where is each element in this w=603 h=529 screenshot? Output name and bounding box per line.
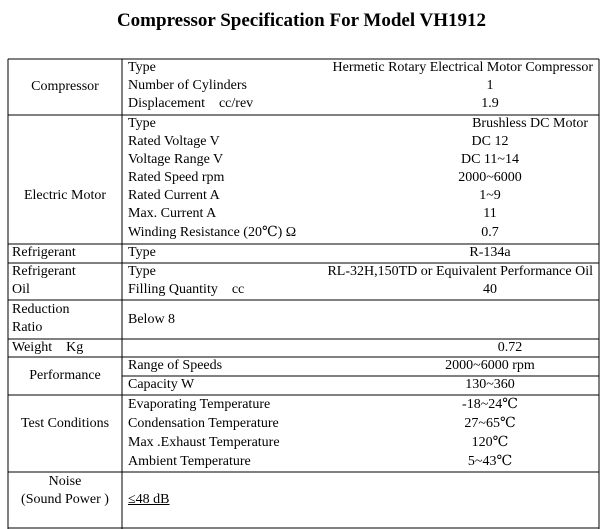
test-row-name: Evaporating Temperature xyxy=(128,397,271,412)
test-row-value: 120℃ xyxy=(471,435,509,450)
noise-label-line2: (Sound Power ) xyxy=(21,492,109,507)
noise-label-line1: Noise xyxy=(48,474,82,489)
motor-row-name: Rated Speed rpm xyxy=(128,170,225,185)
test-label: Test Conditions xyxy=(20,416,110,431)
reduction-value: Below 8 xyxy=(128,312,176,327)
oil-type-name: Type xyxy=(128,264,156,279)
compressor-label: Compressor xyxy=(31,79,99,94)
motor-row-name: Rated Current A xyxy=(128,188,220,203)
motor-row-value: 11 xyxy=(483,206,497,221)
motor-row-value: Brushless DC Motor xyxy=(472,116,588,131)
weight-value: 0.72 xyxy=(497,340,523,355)
motor-row-value: 2000~6000 xyxy=(458,170,522,185)
oil-label-line2: Oil xyxy=(12,282,30,297)
motor-label: Electric Motor xyxy=(23,188,107,203)
motor-row-value: DC 11~14 xyxy=(460,152,519,167)
test-row-name: Ambient Temperature xyxy=(128,454,251,469)
test-row-name: Condensation Temperature xyxy=(128,416,279,431)
oil-type-value: RL-32H,150TD or Equivalent Performance Oil xyxy=(327,264,593,279)
oil-label-line1: Refrigerant xyxy=(12,264,76,279)
performance-speed-value: 2000~6000 rpm xyxy=(445,358,535,373)
test-row-value: 27~65℃ xyxy=(464,416,516,431)
compressor-displacement-name: Displacement cc/rev xyxy=(128,96,254,111)
motor-row-value: DC 12 xyxy=(471,134,509,149)
page-title: Compressor Specification For Model VH1912 xyxy=(116,10,487,31)
compressor-type-name: Type xyxy=(128,60,156,75)
refrigerant-label: Refrigerant xyxy=(12,245,76,260)
noise-value: ≤48 dB xyxy=(128,492,170,507)
motor-row-name: Voltage Range V xyxy=(128,152,224,167)
refrigerant-type-value: R-134a xyxy=(469,245,511,260)
motor-row-value: 1~9 xyxy=(479,188,501,203)
performance-capacity-name: Capacity W xyxy=(128,377,195,392)
reduction-label-line1: Reduction xyxy=(12,302,70,317)
test-row-value: -18~24℃ xyxy=(462,397,518,412)
motor-row-name: Max. Current A xyxy=(128,206,217,221)
weight-label: Weight Kg xyxy=(12,340,84,355)
compressor-type-value: Hermetic Rotary Electrical Motor Compressor xyxy=(332,60,593,75)
reduction-label-line2: Ratio xyxy=(12,320,43,335)
compressor-cylinders-name: Number of Cylinders xyxy=(128,78,247,93)
performance-speed-name: Range of Speeds xyxy=(128,358,223,373)
compressor-cylinders-value: 1 xyxy=(486,78,494,93)
motor-row-name: Winding Resistance (20℃) Ω xyxy=(128,225,297,240)
oil-filling-name: Filling Quantity cc xyxy=(128,282,245,297)
test-row-value: 5~43℃ xyxy=(467,454,513,469)
test-row-name: Max .Exhaust Temperature xyxy=(128,435,280,450)
motor-row-name: Rated Voltage V xyxy=(128,134,220,149)
motor-row-value: 0.7 xyxy=(481,225,499,240)
performance-label: Performance xyxy=(29,368,101,383)
performance-capacity-value: 130~360 xyxy=(465,377,515,392)
oil-filling-value: 40 xyxy=(483,282,497,297)
compressor-displacement-value: 1.9 xyxy=(481,96,499,111)
motor-row-name: Type xyxy=(128,116,156,131)
refrigerant-type-name: Type xyxy=(128,245,156,260)
